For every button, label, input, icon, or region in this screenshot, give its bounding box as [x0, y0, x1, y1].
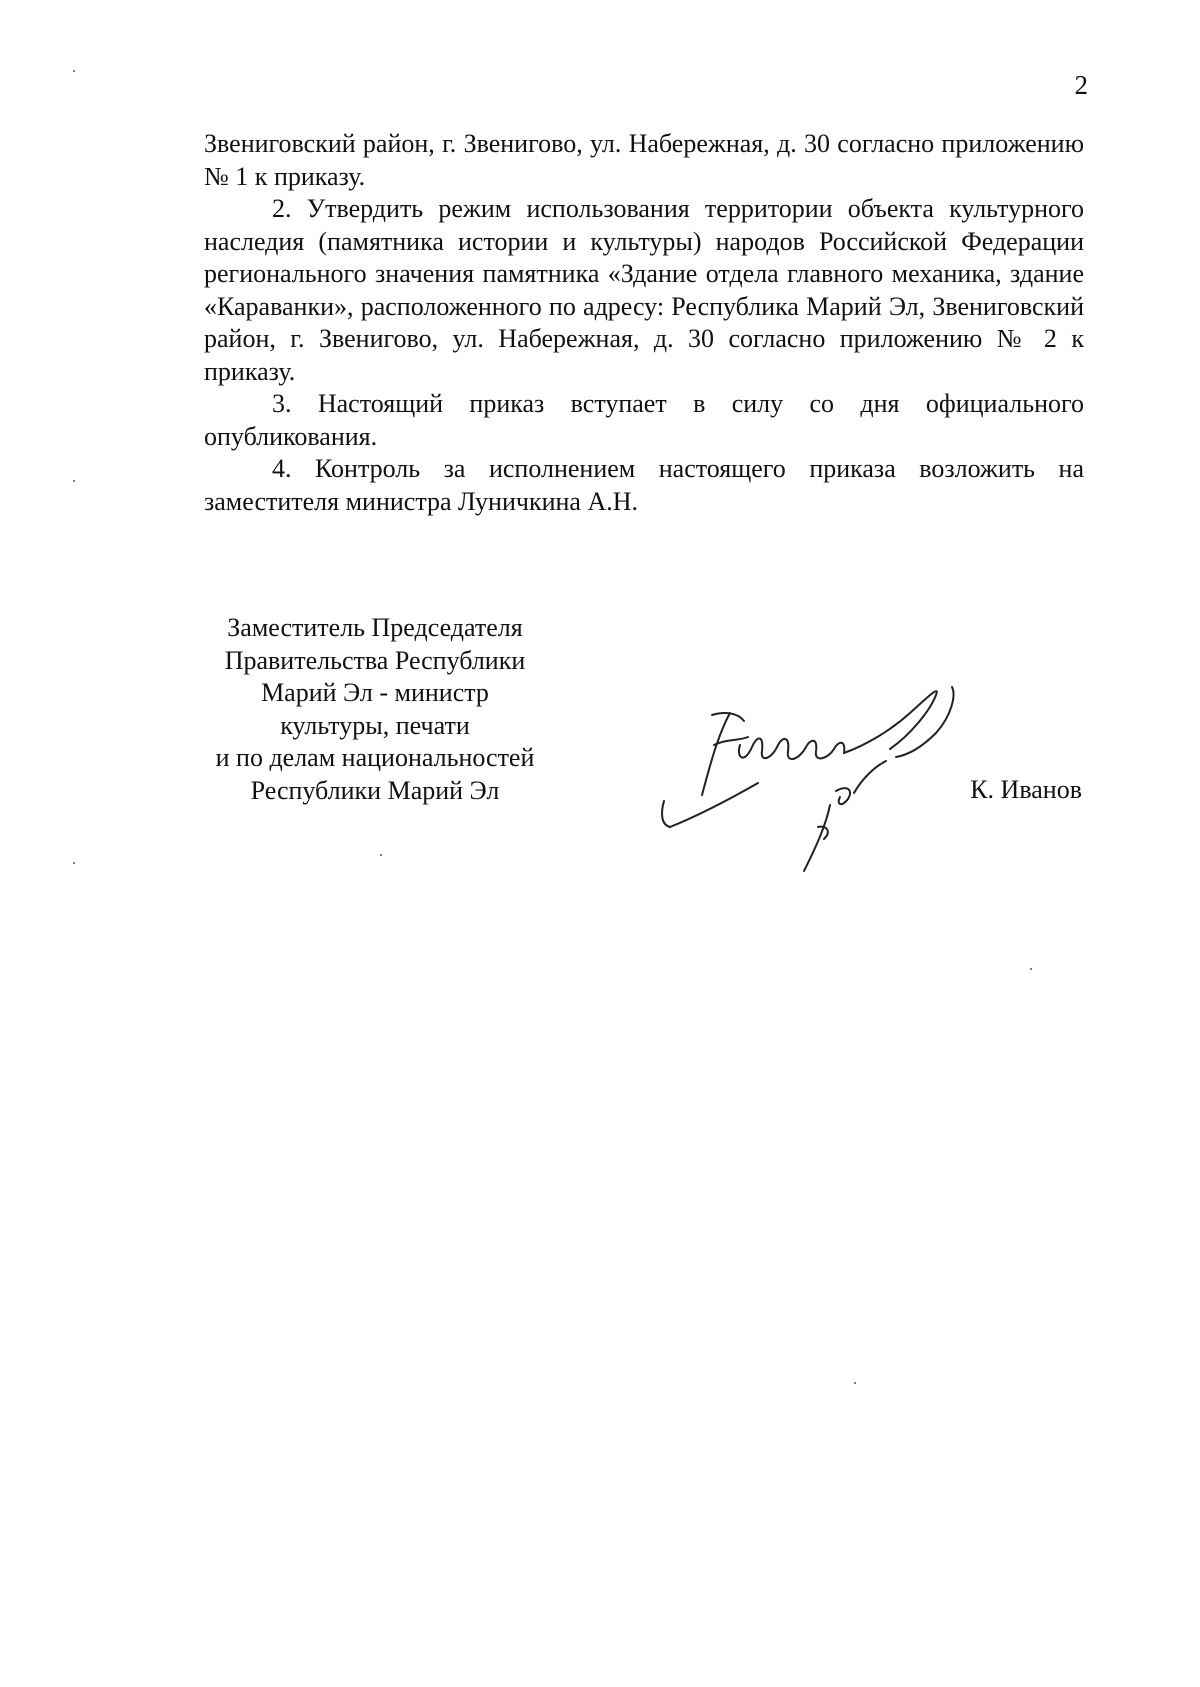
- scan-speck: [73, 480, 75, 482]
- paragraph-item-3: 3. Настоящий приказ вступает в силу со дня официального опубликования.: [204, 389, 1084, 451]
- signatory-title-line: Марий Эл - министр: [261, 678, 489, 707]
- signatory-title-line: Заместитель Председателя: [227, 613, 523, 642]
- signatory-title-line: Республики Марий Эл: [250, 775, 500, 805]
- signatory-name: К. Иванов: [970, 775, 1082, 804]
- scan-speck: [854, 1382, 856, 1384]
- order-body: [204, 128, 1084, 518]
- signatory-title-line: и по делам национальностей: [215, 743, 535, 772]
- scan-speck: [73, 862, 75, 864]
- scan-speck: [73, 70, 75, 72]
- signatory-title-line: Правительства Республики: [224, 645, 526, 675]
- paragraph-item-2: 2. Утвердить режим использования территории объекта культурного наследия (памятника истории и культуры) народов Российской Федерации регионального значения памятника «Здание отдела главного механика, здание «Караванки», расположенного по адресу: Республика Марий Эл, Звениговский район, г. Звенигово, ул. Набережная, д. 30 согласно приложению № 2 к приказу.: [204, 194, 1084, 386]
- paragraph-address-continuation: Звениговский район, г. Звенигово, ул. Набережная, д. 30 согласно приложению № 1 к приказу.: [204, 129, 1084, 191]
- handwritten-signature: [640, 675, 1010, 905]
- paragraph-item-4: 4. Контроль за исполнением настоящего приказа возложить на заместителя министра Луничкина А.Н.: [204, 454, 1084, 516]
- signatory-title: [195, 612, 555, 807]
- page-number: 2: [1074, 70, 1088, 100]
- scan-speck: [380, 854, 382, 856]
- signatory-title-line: культуры, печати: [280, 710, 470, 740]
- scan-speck: [1030, 968, 1032, 970]
